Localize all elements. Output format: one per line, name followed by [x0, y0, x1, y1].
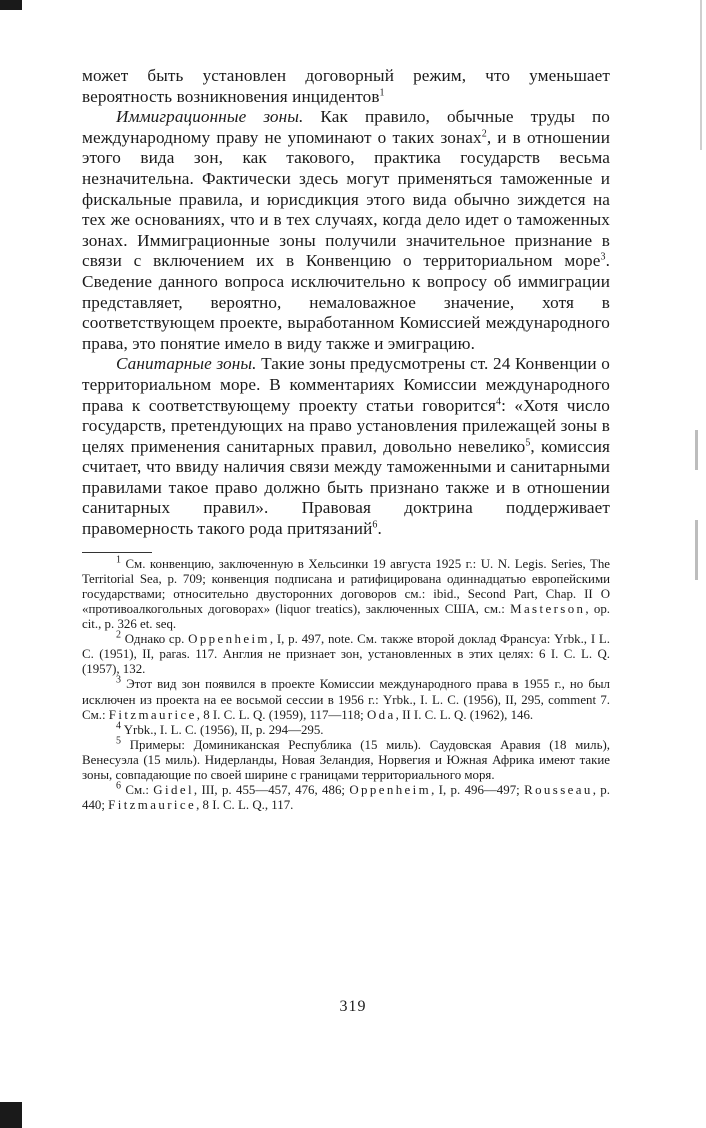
footnote-3: $^3$ Этот вид зон появился в проекте Комиссии международного права в 1955 г., но был исключен из проекта на ее восьмой сессии в 1956 г.: Yrbk., I. L. C. (1956), II, 295, comment 7. См.: Fitzmaurice, 8 I. C. L. Q. (1959), 117—118; Oda, II I. C. L. Q. (1962), 146. — [82, 675, 610, 722]
footnote-1: $^1$ См. конвенцию, заключенную в Хельсинки 19 августа 1925 г.: U. N. Legis. Series, The Territorial Sea, p. 709; конвенция подписана и ратифицирована одиннадцатью европейскими государствами; относительно двусторонних договоров см.: ibid., Second Part, Chap. II О «противоалкогольных договорах» (liquor treatics), заключенных США, см.: Masterson, op. cit., p. 326 et. seq. — [82, 554, 610, 632]
scan-corner-top-left — [0, 0, 22, 10]
section-heading-sanitary: Санитарные зоны. — [116, 354, 257, 374]
paragraph-sanitary-zones: Санитарные зоны. Такие зоны предусмотрены ст. 24 Конвенции о территориальном море. В комментариях Комиссии международного права к соответствующему проекту статьи говорится$^4$: «Хотя число государств, претендующих на право установления прилежащей зоны в целях применения санитарных правил, довольно невелико$^5$, комиссия считает, что ввиду наличия связи между таможенными и санитарными правилами такое право должно быть признано также и в отношении санитарных правил». Правовая доктрина поддерживает правомерность такого рода притязаний$^6$. — [82, 354, 611, 539]
footnote-5: $^5$ Примеры: Доминиканская Республика (15 миль). Саудовская Аравия (18 миль), Венесуэла (15 миль). Нидерланды, Новая Зеландия, Норвегия и Южная Африка имеют такие зоны, совпадающие по своей ширине с границами территориального моря. — [82, 735, 610, 782]
paragraph-continuation: может быть установлен договорный режим, что уменьшает вероятность возникновения инцидентов$^1$ — [82, 66, 610, 106]
text-block — [82, 66, 610, 813]
footnote-2: $^2$ Однако ср. Oppenheim, I, p. 497, note. См. также второй доклад Франсуа: Yrbk., I L. C. (1951), II, paras. 117. Англия не признает зон, установленных в этих целях: 6 I. C. L. Q. (1957), 132. — [82, 629, 610, 677]
page-number: 319 — [339, 998, 367, 1015]
footnote-separator — [82, 552, 152, 553]
scan-edge-right — [700, 0, 702, 150]
scan-edge-mark — [695, 430, 698, 470]
scan-edge-mark — [695, 520, 698, 580]
footnotes — [82, 554, 610, 814]
footnote-4: $^4$ Yrbk., I. L. C. (1956), II, p. 294—295. — [116, 720, 324, 737]
footnote-6: $^6$ См.: Gidel, III, p. 455—457, 476, 486; Oppenheim, I, p. 496—497; Rousseau, p. 440; Fitzmaurice, 8 I. C. L. Q., 117. — [82, 780, 610, 813]
paragraph-immigration-zones: Иммиграционные зоны. Как правило, обычные труды по международному праву не упоминают о таких зонах$^2$, и в отношении этого вида зон, как такового, практика государств весьма незначительна. Фактически здесь могут применяться таможенные и фискальные правила, и юрисдикция этого вида обычно зиждется на тех же основаниях, что и в тех случаях, когда дело идет о таможенных зонах. Иммиграционные зоны получили значительное признание в связи с включением их в Конвенцию о территориальном море$^3$. Сведение данного вопроса исключительно к вопросу об иммиграции представляет, вероятно, немаловажное значение, хотя в соответствующем проекте, выработанном Комиссией международного права, это понятие имело в виду также и эмиграцию. — [82, 107, 610, 353]
scan-corner-bottom-left — [0, 1102, 22, 1128]
section-heading-immigration: Иммиграционные зоны. — [116, 107, 304, 127]
